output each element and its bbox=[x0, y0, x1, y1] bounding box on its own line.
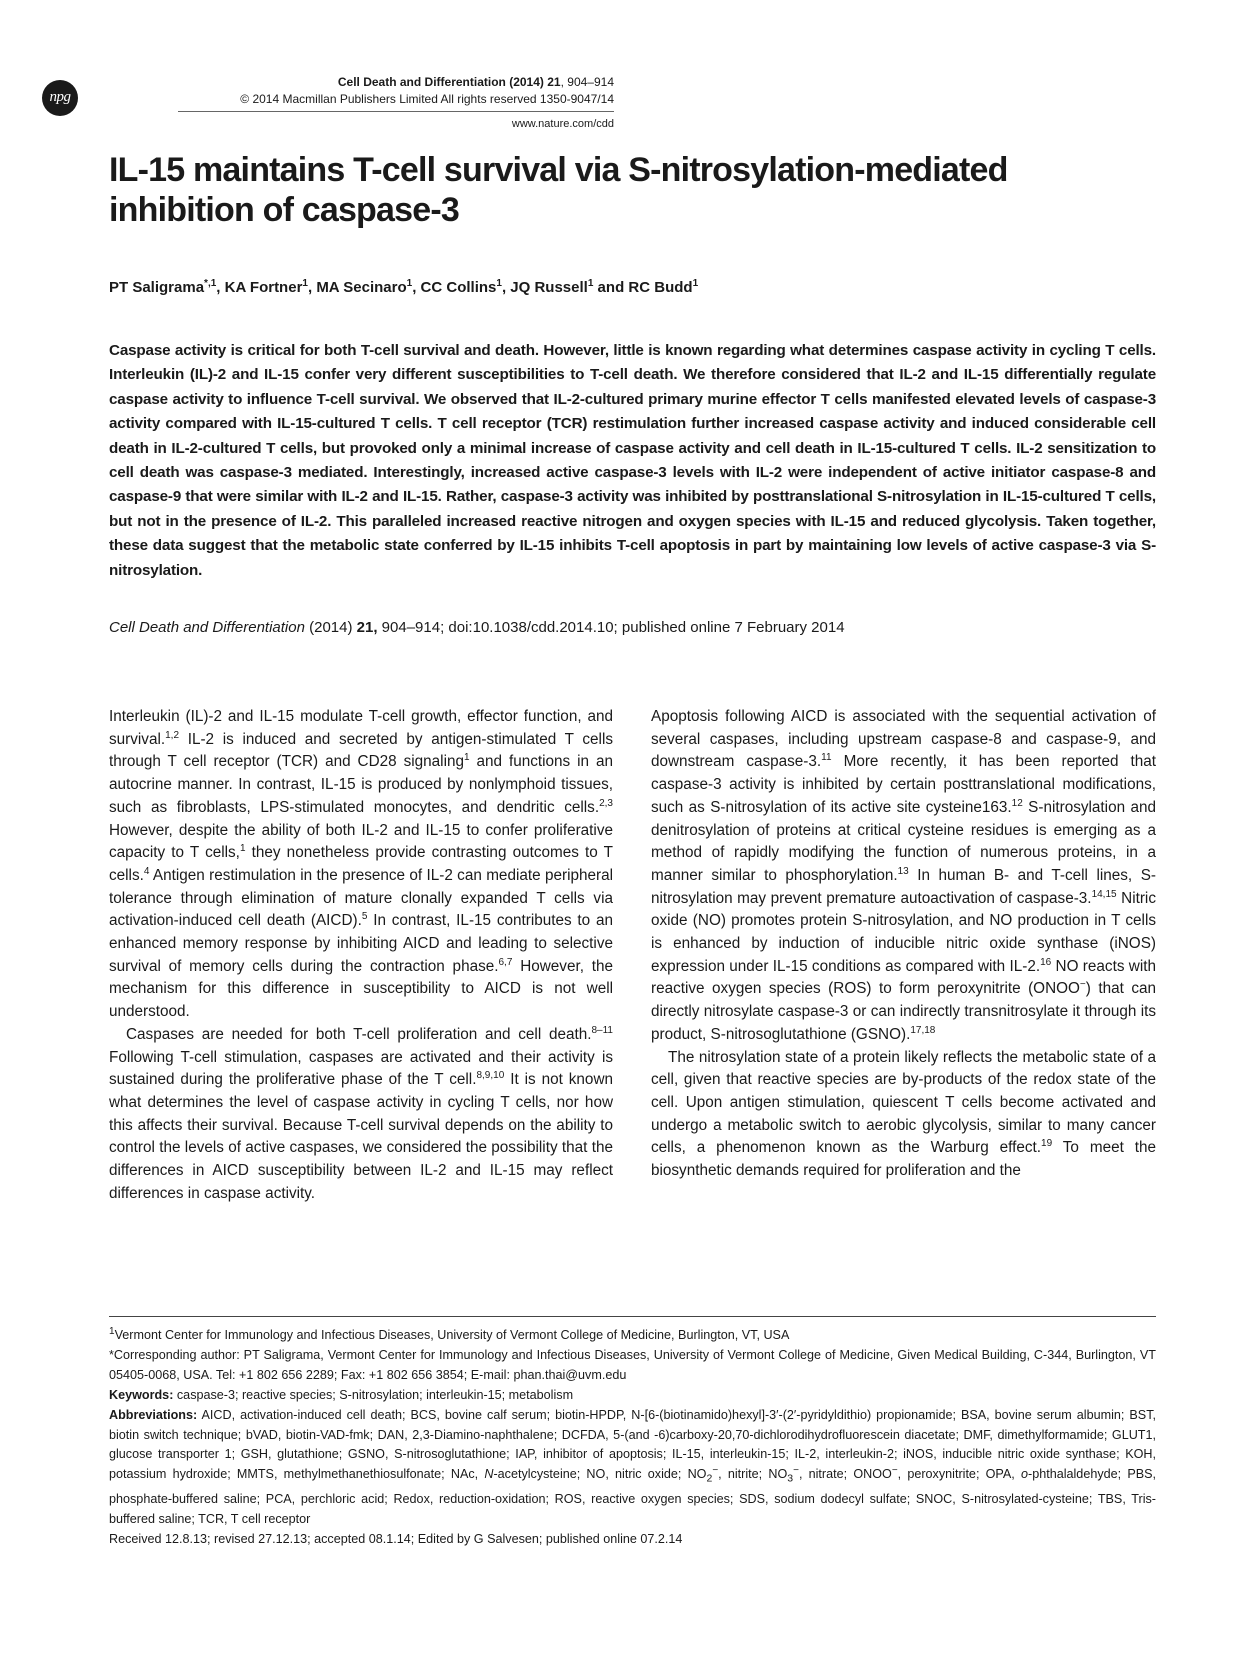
author-separator: , bbox=[216, 279, 225, 296]
journal-name: Cell Death and Differentiation (2014) bbox=[337, 75, 544, 89]
text-run: Nitric oxide (NO) promotes protein S-nitrosylation, and NO production in T cells is enhanced by induction of inducible nitric oxide synthase (iNOS) expression under IL-15 conditions as compared with IL-2. bbox=[651, 889, 1156, 975]
corresponding-author-footnote: *Corresponding author: PT Saligrama, Vermont Center for Immunology and Infectious Diseases, University of Vermont College of Medicine, Given Medical Building, C-344, Burlington, VT 05405-0068, USA. Tel: +1 802 656 2289; Fax: +1 802 656 3854; E-mail: phan.thai@uvm.edu bbox=[109, 1347, 1156, 1382]
subscript: 2 bbox=[706, 1472, 713, 1485]
text-run: It is not known what determines the level of caspase activity in cycling T cells, nor how this affects their survival. Because T-cell survival depends on the ability to control the levels of active caspases, we considered the possibility that the differences in AICD susceptibility between IL-2 and IL-15 may reflect differences in caspase activity. bbox=[109, 1071, 613, 1202]
reference-superscript: 8–11 bbox=[591, 1024, 613, 1036]
header-divider bbox=[178, 111, 614, 112]
reference-superscript: 12 bbox=[1011, 797, 1023, 809]
text-run: Following T-cell stimulation, caspases are activated and their activity is sustained during the proliferative phase of the T cell. bbox=[109, 1048, 613, 1089]
text-run: they nonetheless provide contrasting outcomes to T cells. bbox=[109, 844, 614, 884]
body-paragraph bbox=[651, 706, 1156, 1047]
reference-superscript: 2,3 bbox=[599, 797, 613, 809]
author-list bbox=[109, 278, 1109, 298]
text-run: IL-2 is induced and secreted by antigen-stimulated T cells through T cell receptor (TCR) and CD28 signaling bbox=[109, 730, 613, 771]
reference-superscript: 14,15 bbox=[1091, 888, 1117, 900]
text-run: ) that can directly nitrosylate caspase-3 or can indirectly transnitrosylate it through its product, S-nitrosoglutathione (GSNO). bbox=[651, 980, 1156, 1043]
affiliation-text: Vermont Center for Immunology and Infectious Diseases, University of Vermont College of Medicine, Burlington, VT, USA bbox=[114, 1328, 790, 1342]
reference-superscript: 6,7 bbox=[498, 956, 513, 968]
italic-run: o bbox=[1020, 1467, 1028, 1482]
reference-superscript: 1 bbox=[463, 752, 470, 764]
journal-citation-header bbox=[150, 74, 614, 90]
text-run: -acetylcysteine; NO, nitric oxide; NO bbox=[493, 1467, 707, 1482]
text-run: Antigen restimulation in the presence of IL-2 can mediate peripheral tolerance through elimination of mature clonally expanded T cells via activation-induced cell death (AICD). bbox=[109, 866, 613, 930]
author-name: RC Budd bbox=[628, 279, 693, 296]
citation-volume: 21, bbox=[356, 619, 378, 636]
reference-superscript: − bbox=[712, 1465, 719, 1477]
article-title: IL-15 maintains T-cell survival via S-nitrosylation-mediated inhibition of caspase-3 bbox=[109, 151, 1008, 229]
keywords-text: caspase-3; reactive species; S-nitrosylation; interleukin-15; metabolism bbox=[173, 1387, 574, 1402]
received-dates: Received 12.8.13; revised 27.12.13; accepted 08.1.14; Edited by G Salvesen; published online 07.2.14 bbox=[109, 1531, 683, 1546]
footnote-divider bbox=[109, 1316, 1156, 1317]
author-affiliation-marker: 1 bbox=[496, 278, 502, 289]
author-affiliation-marker: 1 bbox=[692, 278, 699, 289]
affiliation-footnote bbox=[109, 1326, 1156, 1346]
abbreviations-label: Abbreviations: bbox=[109, 1407, 198, 1422]
text-run: Caspases are needed for both T-cell proliferation and cell death. bbox=[126, 1025, 592, 1043]
author-affiliation-marker: 1 bbox=[406, 278, 413, 289]
text-run: -phthalaldehyde; PBS, phosphate-buffered saline; PCA, perchloric acid; Redox, reduction-oxidation; ROS, reactive oxygen species; SDS, sodium dodecyl sulfate; SNOC, S-nitrosylated-cysteine; TBS, Tris-buffered saline; TCR, T cell receptor bbox=[109, 1467, 1157, 1526]
body-column-right bbox=[651, 706, 1156, 1183]
keywords-label: Keywords: bbox=[109, 1387, 174, 1402]
article-citation bbox=[109, 618, 1156, 638]
reference-superscript: − bbox=[793, 1465, 799, 1477]
author-name: KA Fortner bbox=[224, 279, 303, 296]
citation-journal: Cell Death and Differentiation bbox=[109, 619, 305, 636]
body-paragraph bbox=[651, 1047, 1156, 1183]
italic-run: N bbox=[484, 1467, 494, 1482]
author-name: MA Secinaro bbox=[316, 279, 407, 296]
keywords-footnote bbox=[109, 1386, 1156, 1406]
affiliation-marker: 1 bbox=[109, 1325, 115, 1337]
body-column-left bbox=[109, 706, 613, 1205]
text-run: To meet the biosynthetic demands required for proliferation and the bbox=[651, 1139, 1157, 1180]
citation-year: (2014) bbox=[304, 619, 357, 636]
text-run: Interleukin (IL)-2 and IL-15 modulate T-cell growth, effector function, and survival. bbox=[109, 708, 613, 748]
text-run: In human B- and T-cell lines, S-nitrosylation may prevent premature autoactivation of caspase-3. bbox=[651, 866, 1156, 907]
footnotes bbox=[109, 1326, 1156, 1549]
text-run: In contrast, IL-15 contributes to an enhanced memory response by inhibiting AICD and leading to selective survival of memory cells during the contraction phase. bbox=[109, 912, 613, 975]
text-run: However, the mechanism for this difference in susceptibility to AICD is not well understood. bbox=[109, 957, 614, 1021]
body-paragraph bbox=[109, 1024, 613, 1206]
author-affiliation-marker: 1 bbox=[302, 278, 308, 289]
author-name: JQ Russell bbox=[510, 279, 588, 296]
reference-superscript: 17,18 bbox=[910, 1024, 936, 1036]
author-name: CC Collins bbox=[420, 279, 497, 296]
text-run: , peroxynitrite; OPA, bbox=[897, 1467, 1021, 1482]
reference-superscript: 16 bbox=[1040, 956, 1052, 968]
text-run: , nitrite; NO bbox=[718, 1467, 788, 1482]
text-run: However, despite the ability of both IL-2 and IL-15 to confer proliferative capacity to T cells, bbox=[109, 821, 613, 862]
abstract: Caspase activity is critical for both T-cell survival and death. However, little is known regarding what determines caspase activity in cycling T cells. Interleukin (IL)-2 and IL-15 confer very different susceptibilities to T-cell death. We therefore considered that IL-2 and IL-15 differentially regulate caspase activity to influence T-cell survival. We observed that IL-2-cultured primary murine effector T cells manifested elevated levels of caspase-3 activity compared with IL-15-cultured T cells. T cell receptor (TCR) restimulation further increased caspase activity and induced considerable cell death in IL-2-cultured T cells, but provoked only a minimal increase of caspase activity and cell death in IL-15-cultured T cells. IL-2 sensitization to cell death was caspase-3 mediated. Interestingly, increased active caspase-3 levels with IL-2 were independent of active initiator caspase-8 and caspase-9 that were similar with IL-2 and IL-15. Rather, caspase-3 activity was inhibited by posttranslational S-nitrosylation in IL-15-cultured T cells, but not in the presence of IL-2. This paralleled increased reactive nitrogen and oxygen species with IL-15 and reduced glycolysis. Taken together, these data suggest that the metabolic state conferred by IL-15 inhibits T-cell apoptosis in part by maintaining low levels of active caspase-3 via S-nitrosylation. bbox=[109, 342, 1156, 579]
reference-superscript: − bbox=[891, 1465, 898, 1477]
text-run: More recently, it has been reported that caspase-3 activity is inhibited by certain posttranslational modifications, such as S-nitrosylation of its active site cysteine163. bbox=[651, 753, 1157, 816]
text-run: AICD, activation-induced cell death; BCS, bovine calf serum; biotin-HPDP, N-[6-(biotinamido)hexyl]-3′-(2′-pyridyldithio) propionamide; BSA, bovine serum albumin; BST, biotin switch technique; bVAD, biotin-VAD-fmk; DAN, 2,3-Diamino-naphthalene; DCFDA, 5-(and -6)carboxy-20,70-dichlorodihydrofluorescein diacetate; DMF, dimethylformamide; GLUT1, glucose transporter 1; GSH, glutathione; GSNO, S-nitrosoglutathione; IAP, inhibitor of apoptosis; IL-15, interleukin-15; IL-2, interleukin-2; iNOS, inducible nitric oxide synthase; KOH, potassium hydroxide; MMTS, methylmethanethiosulfonate; NAc, bbox=[109, 1407, 1156, 1482]
author-affiliation-marker: 1 bbox=[587, 278, 594, 289]
body-paragraph bbox=[109, 706, 613, 1024]
citation-details: 904–914; doi:10.1038/cdd.2014.10; published online 7 February 2014 bbox=[377, 619, 845, 636]
copyright-line: © 2014 Macmillan Publishers Limited All rights reserved 1350-9047/14 bbox=[240, 92, 614, 106]
text-run: The nitrosylation state of a protein likely reflects the metabolic state of a cell, given that reactive species are by-products of the redox state of the cell. Upon antigen stimulation, quiescent T cells become activated and undergo a metabolic switch to aerobic glycolysis, similar to many cancer cells, a phenomenon known as the Warburg effect. bbox=[651, 1048, 1156, 1157]
text-run: Apoptosis following AICD is associated with the sequential activation of several caspases, including upstream caspase-8 and caspase-9, and downstream caspase-3. bbox=[651, 708, 1156, 771]
reference-superscript: 13 bbox=[897, 865, 909, 877]
text-run: and functions in an autocrine manner. In contrast, IL-15 is produced by nonlymphoid tissues, such as fibroblasts, LPS-stimulated monocytes, and dendritic cells. bbox=[109, 753, 613, 816]
author-affiliation-marker: *,1 bbox=[204, 278, 217, 289]
reference-superscript: 5 bbox=[361, 911, 368, 923]
author-separator: , bbox=[501, 279, 511, 296]
reference-superscript: 1 bbox=[239, 843, 246, 855]
reference-superscript: 19 bbox=[1041, 1138, 1053, 1150]
author-separator: , bbox=[307, 279, 317, 296]
text-run: S-nitrosylation and denitrosylation of proteins at critical cysteine residues is emerging as a method of rapidly modifying the function of numerous proteins, in a manner similar to phosphorylation. bbox=[651, 798, 1156, 884]
text-run: NO reacts with reactive oxygen species (ROS) to form peroxynitrite (ONOO bbox=[651, 957, 1156, 998]
abbreviations-footnote bbox=[109, 1406, 1156, 1530]
author-separator: , bbox=[412, 279, 421, 296]
subscript: 3 bbox=[787, 1472, 794, 1485]
text-run: , nitrate; ONOO bbox=[798, 1467, 892, 1482]
journal-volume: 21 bbox=[547, 75, 561, 89]
journal-url[interactable]: www.nature.com/cdd bbox=[511, 118, 614, 130]
npg-logo: npg bbox=[42, 80, 78, 116]
journal-pages: , 904–914 bbox=[560, 75, 614, 89]
reference-superscript: 4 bbox=[143, 865, 150, 877]
author-name: PT Saligrama bbox=[109, 279, 205, 296]
reference-superscript: 11 bbox=[821, 752, 832, 764]
reference-superscript: 8,9,10 bbox=[476, 1070, 505, 1082]
author-separator: and bbox=[593, 279, 629, 296]
reference-superscript: − bbox=[1079, 979, 1086, 991]
reference-superscript: 1,2 bbox=[165, 729, 180, 741]
